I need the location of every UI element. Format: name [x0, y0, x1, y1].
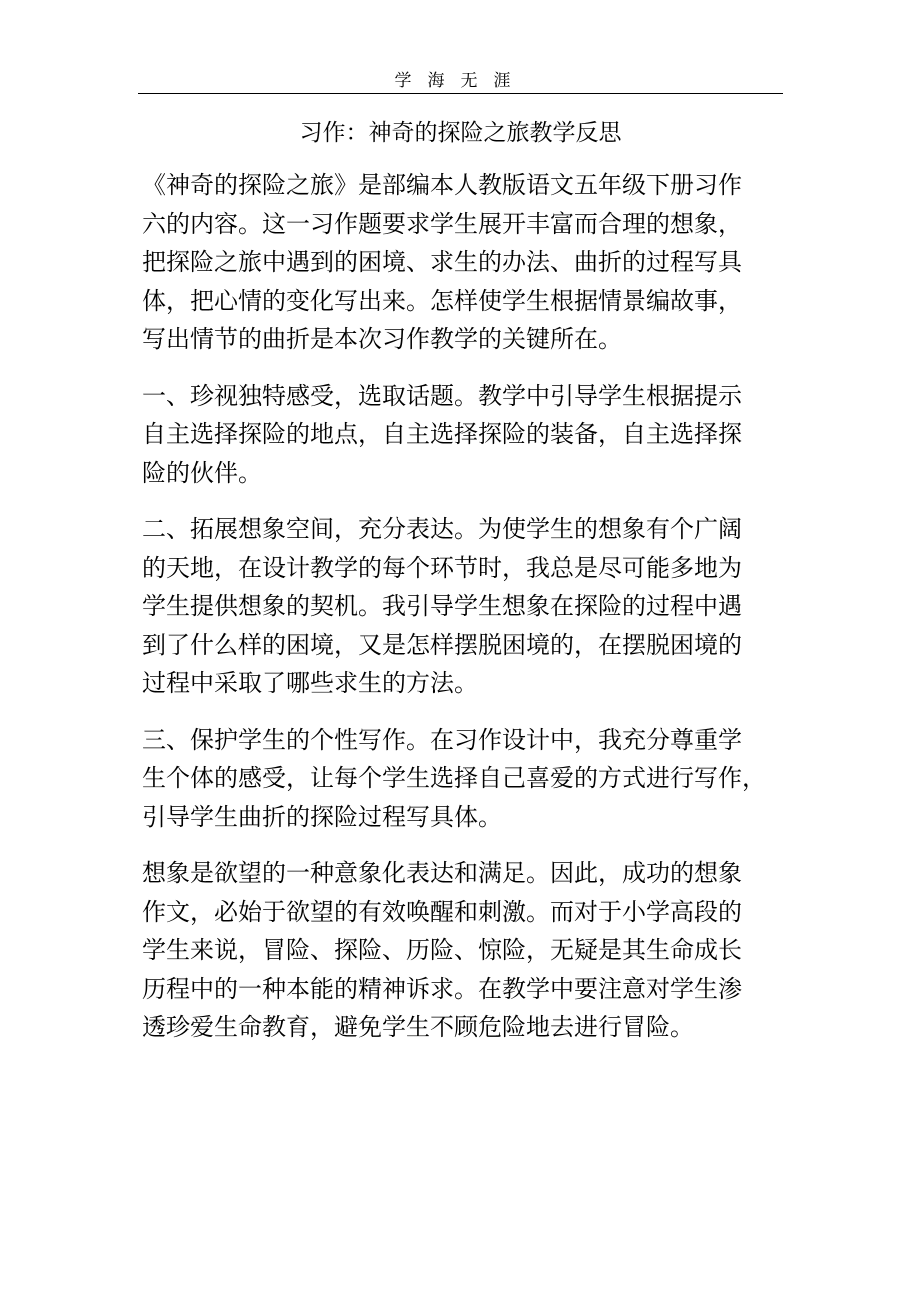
text-line: 学生提供想象的契机。我引导学生想象在探险的过程中遇 [142, 592, 742, 620]
text-line: 想象是欲望的一种意象化表达和满足。因此，成功的想象 [142, 859, 742, 887]
text-line: 到了什么样的困境，又是怎样摆脱困境的，在摆脱困境的 [142, 630, 742, 659]
document-title: 习作：神奇的探险之旅教学反思 [299, 120, 622, 146]
text-line: 体，把心情的变化写出来。怎样使学生根据情景编故事， [142, 286, 742, 315]
page-header: 学海无涯 [394, 71, 527, 91]
document-body [142, 166, 787, 1047]
text-line: 过程中采取了哪些求生的方法。 [142, 669, 478, 697]
paragraph-point-1 [142, 377, 787, 493]
text-line: 一、珍视独特感受，选取话题。教学中引导学生根据提示 [142, 381, 742, 410]
text-line: 写出情节的曲折是本次习作教学的关键所在。 [142, 325, 622, 353]
paragraph-intro [142, 166, 787, 359]
text-line: 六的内容。这一习作题要求学生展开丰富而合理的想象， [142, 209, 742, 238]
text-line: 《神奇的探险之旅》是部编本人教版语文五年级下册习作 [142, 171, 742, 199]
text-line: 自主选择探险的地点，自主选择探险的装备，自主选择探 [142, 420, 742, 448]
paragraph-point-3 [142, 721, 787, 837]
text-line: 的天地，在设计教学的每个环节时，我总是尽可能多地为 [142, 553, 742, 582]
text-line: 作文，必始于欲望的有效唤醒和刺激。而对于小学高段的 [142, 897, 742, 926]
text-line: 引导学生曲折的探险过程写具体。 [142, 802, 502, 831]
text-line: 三、保护学生的个性写作。在习作设计中，我充分尊重学 [142, 725, 742, 754]
paragraph-conclusion [142, 854, 787, 1047]
paragraph-point-2 [142, 510, 787, 703]
text-line: 二、拓展想象空间，充分表达。为使学生的想象有个广阔 [142, 515, 742, 543]
text-line: 生个体的感受，让每个学生选择自己喜爱的方式进行写作， [142, 764, 766, 792]
text-line: 历程中的一种本能的精神诉求。在教学中要注意对学生渗 [142, 974, 742, 1003]
text-line: 险的伙伴。 [142, 458, 262, 487]
text-line: 把探险之旅中遇到的困境、求生的办法、曲折的过程写具 [142, 248, 742, 276]
header-rule [138, 93, 783, 94]
text-line: 透珍爱生命教育，避免学生不顾危险地去进行冒险。 [142, 1013, 694, 1041]
text-line: 学生来说，冒险、探险、历险、惊险，无疑是其生命成长 [142, 936, 742, 964]
